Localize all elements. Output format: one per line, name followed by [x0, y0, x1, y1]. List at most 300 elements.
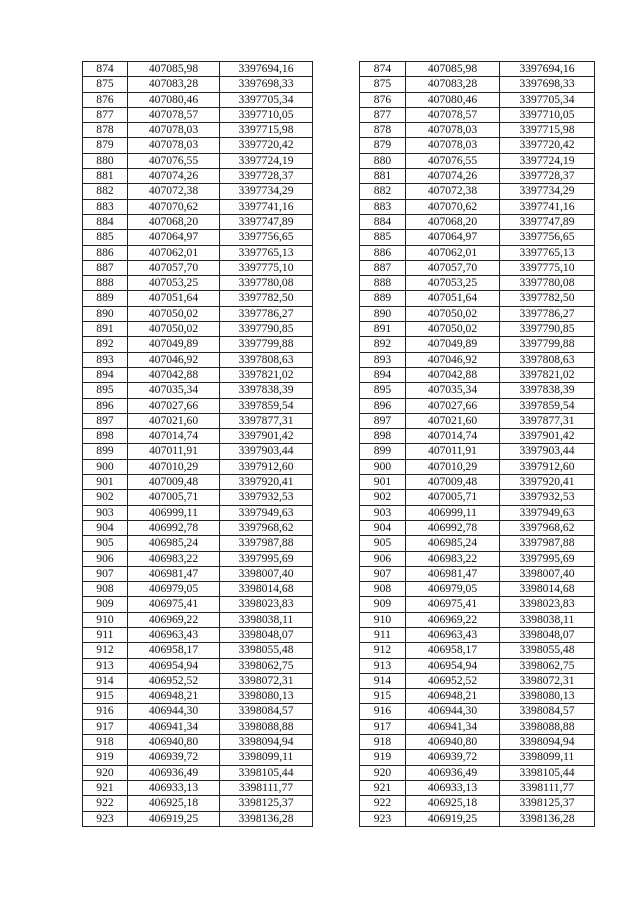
- y-coordinate-cell: 3397901,42: [220, 429, 313, 444]
- point-number-cell: 905: [83, 536, 128, 551]
- y-coordinate-cell: 3397877,31: [220, 413, 313, 428]
- x-coordinate-cell: 406940,80: [128, 735, 220, 750]
- point-number-cell: 888: [360, 276, 406, 291]
- table-row: [83, 199, 313, 214]
- x-coordinate-cell: 406963,43: [406, 627, 500, 642]
- point-number-cell: 883: [360, 199, 406, 214]
- point-number-cell: 886: [360, 245, 406, 260]
- point-number-cell: 892: [83, 337, 128, 352]
- point-number-cell: 890: [360, 306, 406, 321]
- y-coordinate-cell: 3398105,44: [500, 765, 595, 780]
- x-coordinate-cell: 407014,74: [406, 429, 500, 444]
- table-row: [83, 780, 313, 795]
- y-coordinate-cell: 3397747,89: [220, 214, 313, 229]
- y-coordinate-cell: 3397698,33: [220, 77, 313, 92]
- point-number-cell: 891: [83, 322, 128, 337]
- table-row: [83, 811, 313, 826]
- table-row: [360, 673, 595, 688]
- table-row: [360, 322, 595, 337]
- point-number-cell: 913: [83, 658, 128, 673]
- x-coordinate-cell: 407027,66: [128, 398, 220, 413]
- x-coordinate-cell: 407085,98: [406, 62, 500, 77]
- point-number-cell: 888: [83, 276, 128, 291]
- y-coordinate-cell: 3397838,39: [500, 383, 595, 398]
- point-number-cell: 906: [360, 551, 406, 566]
- x-coordinate-cell: 406975,41: [406, 597, 500, 612]
- x-coordinate-cell: 407050,02: [128, 306, 220, 321]
- y-coordinate-cell: 3398099,11: [220, 750, 313, 765]
- y-coordinate-cell: 3397903,44: [500, 444, 595, 459]
- x-coordinate-cell: 407064,97: [406, 230, 500, 245]
- x-coordinate-cell: 406948,21: [128, 689, 220, 704]
- point-number-cell: 915: [83, 689, 128, 704]
- point-number-cell: 914: [83, 673, 128, 688]
- table-row: [83, 551, 313, 566]
- x-coordinate-cell: 406992,78: [128, 520, 220, 535]
- point-number-cell: 889: [83, 291, 128, 306]
- table-row: [83, 291, 313, 306]
- x-coordinate-cell: 406944,30: [128, 704, 220, 719]
- table-row: [360, 658, 595, 673]
- x-coordinate-cell: 407078,03: [406, 123, 500, 138]
- table-row: [360, 184, 595, 199]
- x-coordinate-cell: 407009,48: [128, 475, 220, 490]
- point-number-cell: 876: [360, 92, 406, 107]
- x-coordinate-cell: 406969,22: [128, 612, 220, 627]
- y-coordinate-cell: 3397728,37: [500, 169, 595, 184]
- y-coordinate-cell: 3397741,16: [500, 199, 595, 214]
- table-row: [83, 643, 313, 658]
- table-row: [360, 107, 595, 122]
- x-coordinate-cell: 407057,70: [406, 260, 500, 275]
- point-number-cell: 921: [360, 780, 406, 795]
- x-coordinate-cell: 407051,64: [128, 291, 220, 306]
- x-coordinate-cell: 407083,28: [128, 77, 220, 92]
- point-number-cell: 910: [83, 612, 128, 627]
- table-row: [360, 123, 595, 138]
- point-number-cell: 874: [83, 62, 128, 77]
- y-coordinate-cell: 3397724,19: [500, 153, 595, 168]
- y-coordinate-cell: 3397694,16: [500, 62, 595, 77]
- table-row: [83, 107, 313, 122]
- x-coordinate-cell: 406983,22: [128, 551, 220, 566]
- table-row: [360, 153, 595, 168]
- x-coordinate-cell: 407074,26: [406, 169, 500, 184]
- table-row: [83, 306, 313, 321]
- point-number-cell: 899: [360, 444, 406, 459]
- x-coordinate-cell: 406919,25: [406, 811, 500, 826]
- point-number-cell: 899: [83, 444, 128, 459]
- table-row: [360, 92, 595, 107]
- x-coordinate-cell: 407068,20: [128, 214, 220, 229]
- table-row: [360, 260, 595, 275]
- y-coordinate-cell: 3397821,02: [500, 367, 595, 382]
- y-coordinate-cell: 3397765,13: [220, 245, 313, 260]
- table-row: [360, 627, 595, 642]
- table-row: [360, 459, 595, 474]
- table-row: [83, 123, 313, 138]
- point-number-cell: 880: [360, 153, 406, 168]
- table-row: [83, 367, 313, 382]
- point-number-cell: 921: [83, 780, 128, 795]
- table-row: [360, 413, 595, 428]
- table-row: [360, 750, 595, 765]
- y-coordinate-cell: 3397799,88: [500, 337, 595, 352]
- table-row: [83, 475, 313, 490]
- point-number-cell: 902: [83, 490, 128, 505]
- y-coordinate-cell: 3398014,68: [220, 582, 313, 597]
- x-coordinate-cell: 406944,30: [406, 704, 500, 719]
- point-number-cell: 898: [83, 429, 128, 444]
- right-table-body: [360, 62, 595, 827]
- y-coordinate-cell: 3398094,94: [500, 735, 595, 750]
- x-coordinate-cell: 407046,92: [128, 352, 220, 367]
- x-coordinate-cell: 407011,91: [128, 444, 220, 459]
- y-coordinate-cell: 3398014,68: [500, 582, 595, 597]
- y-coordinate-cell: 3397786,27: [220, 306, 313, 321]
- point-number-cell: 903: [83, 505, 128, 520]
- x-coordinate-cell: 407062,01: [128, 245, 220, 260]
- y-coordinate-cell: 3398007,40: [500, 566, 595, 581]
- y-coordinate-cell: 3397968,62: [220, 520, 313, 535]
- x-coordinate-cell: 407078,03: [406, 138, 500, 153]
- table-row: [83, 337, 313, 352]
- table-row: [360, 444, 595, 459]
- y-coordinate-cell: 3398038,11: [220, 612, 313, 627]
- y-coordinate-cell: 3398125,37: [500, 796, 595, 811]
- y-coordinate-cell: 3398048,07: [500, 627, 595, 642]
- x-coordinate-cell: 406954,94: [128, 658, 220, 673]
- point-number-cell: 890: [83, 306, 128, 321]
- table-row: [83, 658, 313, 673]
- point-number-cell: 881: [83, 169, 128, 184]
- y-coordinate-cell: 3397756,65: [220, 230, 313, 245]
- point-number-cell: 919: [83, 750, 128, 765]
- x-coordinate-cell: 406983,22: [406, 551, 500, 566]
- x-coordinate-cell: 407076,55: [128, 153, 220, 168]
- table-row: [360, 62, 595, 77]
- table-row: [360, 490, 595, 505]
- x-coordinate-cell: 407068,20: [406, 214, 500, 229]
- table-row: [360, 245, 595, 260]
- x-coordinate-cell: 407050,02: [406, 322, 500, 337]
- y-coordinate-cell: 3398080,13: [220, 689, 313, 704]
- x-coordinate-cell: 406933,13: [406, 780, 500, 795]
- y-coordinate-cell: 3397808,63: [220, 352, 313, 367]
- x-coordinate-cell: 407053,25: [406, 276, 500, 291]
- table-row: [360, 735, 595, 750]
- point-number-cell: 884: [83, 214, 128, 229]
- y-coordinate-cell: 3397786,27: [500, 306, 595, 321]
- y-coordinate-cell: 3397987,88: [500, 536, 595, 551]
- point-number-cell: 882: [360, 184, 406, 199]
- y-coordinate-cell: 3397995,69: [220, 551, 313, 566]
- table-row: [83, 429, 313, 444]
- x-coordinate-cell: 406969,22: [406, 612, 500, 627]
- x-coordinate-cell: 406979,05: [128, 582, 220, 597]
- y-coordinate-cell: 3397710,05: [220, 107, 313, 122]
- y-coordinate-cell: 3397734,29: [220, 184, 313, 199]
- y-coordinate-cell: 3397782,50: [220, 291, 313, 306]
- table-row: [360, 551, 595, 566]
- x-coordinate-cell: 406952,52: [406, 673, 500, 688]
- x-coordinate-cell: 406933,13: [128, 780, 220, 795]
- point-number-cell: 911: [83, 627, 128, 642]
- point-number-cell: 916: [83, 704, 128, 719]
- y-coordinate-cell: 3397799,88: [220, 337, 313, 352]
- y-coordinate-cell: 3398136,28: [220, 811, 313, 826]
- left-coordinate-table: [82, 61, 313, 827]
- table-row: [83, 490, 313, 505]
- table-row: [360, 77, 595, 92]
- x-coordinate-cell: 407035,34: [406, 383, 500, 398]
- point-number-cell: 912: [360, 643, 406, 658]
- table-row: [83, 612, 313, 627]
- x-coordinate-cell: 407049,89: [128, 337, 220, 352]
- y-coordinate-cell: 3398072,31: [500, 673, 595, 688]
- point-number-cell: 902: [360, 490, 406, 505]
- y-coordinate-cell: 3398023,83: [220, 597, 313, 612]
- point-number-cell: 882: [83, 184, 128, 199]
- table-row: [83, 92, 313, 107]
- x-coordinate-cell: 406958,17: [128, 643, 220, 658]
- y-coordinate-cell: 3398062,75: [220, 658, 313, 673]
- x-coordinate-cell: 407074,26: [128, 169, 220, 184]
- y-coordinate-cell: 3397724,19: [220, 153, 313, 168]
- x-coordinate-cell: 406948,21: [406, 689, 500, 704]
- x-coordinate-cell: 407005,71: [128, 490, 220, 505]
- table-row: [360, 689, 595, 704]
- point-number-cell: 896: [360, 398, 406, 413]
- y-coordinate-cell: 3397747,89: [500, 214, 595, 229]
- x-coordinate-cell: 407064,97: [128, 230, 220, 245]
- y-coordinate-cell: 3397720,42: [500, 138, 595, 153]
- point-number-cell: 893: [360, 352, 406, 367]
- x-coordinate-cell: 406985,24: [128, 536, 220, 551]
- y-coordinate-cell: 3397782,50: [500, 291, 595, 306]
- table-row: [360, 612, 595, 627]
- table-row: [360, 383, 595, 398]
- table-row: [83, 153, 313, 168]
- x-coordinate-cell: 407049,89: [406, 337, 500, 352]
- y-coordinate-cell: 3397949,63: [500, 505, 595, 520]
- table-row: [360, 367, 595, 382]
- point-number-cell: 911: [360, 627, 406, 642]
- y-coordinate-cell: 3397741,16: [220, 199, 313, 214]
- point-number-cell: 887: [83, 260, 128, 275]
- table-row: [83, 796, 313, 811]
- x-coordinate-cell: 407009,48: [406, 475, 500, 490]
- x-coordinate-cell: 407050,02: [128, 322, 220, 337]
- y-coordinate-cell: 3397838,39: [220, 383, 313, 398]
- y-coordinate-cell: 3397932,53: [500, 490, 595, 505]
- y-coordinate-cell: 3397877,31: [500, 413, 595, 428]
- y-coordinate-cell: 3398094,94: [220, 735, 313, 750]
- point-number-cell: 896: [83, 398, 128, 413]
- point-number-cell: 915: [360, 689, 406, 704]
- y-coordinate-cell: 3397765,13: [500, 245, 595, 260]
- point-number-cell: 892: [360, 337, 406, 352]
- point-number-cell: 885: [83, 230, 128, 245]
- point-number-cell: 919: [360, 750, 406, 765]
- point-number-cell: 914: [360, 673, 406, 688]
- point-number-cell: 880: [83, 153, 128, 168]
- point-number-cell: 923: [83, 811, 128, 826]
- y-coordinate-cell: 3397694,16: [220, 62, 313, 77]
- table-row: [360, 306, 595, 321]
- x-coordinate-cell: 407021,60: [406, 413, 500, 428]
- x-coordinate-cell: 407078,03: [128, 123, 220, 138]
- table-row: [360, 597, 595, 612]
- point-number-cell: 898: [360, 429, 406, 444]
- point-number-cell: 907: [83, 566, 128, 581]
- point-number-cell: 908: [83, 582, 128, 597]
- point-number-cell: 887: [360, 260, 406, 275]
- y-coordinate-cell: 3398007,40: [220, 566, 313, 581]
- x-coordinate-cell: 406919,25: [128, 811, 220, 826]
- y-coordinate-cell: 3397790,85: [500, 322, 595, 337]
- point-number-cell: 922: [83, 796, 128, 811]
- y-coordinate-cell: 3398072,31: [220, 673, 313, 688]
- table-row: [360, 780, 595, 795]
- table-row: [360, 765, 595, 780]
- point-number-cell: 904: [83, 520, 128, 535]
- point-number-cell: 894: [360, 367, 406, 382]
- point-number-cell: 876: [83, 92, 128, 107]
- y-coordinate-cell: 3398099,11: [500, 750, 595, 765]
- x-coordinate-cell: 406936,49: [406, 765, 500, 780]
- x-coordinate-cell: 407078,03: [128, 138, 220, 153]
- point-number-cell: 918: [360, 735, 406, 750]
- table-row: [360, 719, 595, 734]
- table-row: [83, 750, 313, 765]
- y-coordinate-cell: 3398111,77: [220, 780, 313, 795]
- y-coordinate-cell: 3398088,88: [220, 719, 313, 734]
- x-coordinate-cell: 407085,98: [128, 62, 220, 77]
- x-coordinate-cell: 407078,57: [128, 107, 220, 122]
- y-coordinate-cell: 3398023,83: [500, 597, 595, 612]
- table-row: [83, 536, 313, 551]
- table-row: [360, 276, 595, 291]
- point-number-cell: 877: [360, 107, 406, 122]
- x-coordinate-cell: 406975,41: [128, 597, 220, 612]
- table-row: [83, 673, 313, 688]
- point-number-cell: 891: [360, 322, 406, 337]
- point-number-cell: 903: [360, 505, 406, 520]
- point-number-cell: 894: [83, 367, 128, 382]
- y-coordinate-cell: 3397903,44: [220, 444, 313, 459]
- x-coordinate-cell: 406963,43: [128, 627, 220, 642]
- table-row: [83, 444, 313, 459]
- table-row: [83, 765, 313, 780]
- point-number-cell: 879: [83, 138, 128, 153]
- y-coordinate-cell: 3397715,98: [220, 123, 313, 138]
- point-number-cell: 909: [83, 597, 128, 612]
- table-row: [83, 276, 313, 291]
- table-row: [83, 566, 313, 581]
- y-coordinate-cell: 3397728,37: [220, 169, 313, 184]
- table-row: [83, 582, 313, 597]
- table-row: [360, 352, 595, 367]
- x-coordinate-cell: 407070,62: [406, 199, 500, 214]
- point-number-cell: 895: [360, 383, 406, 398]
- table-row: [360, 214, 595, 229]
- y-coordinate-cell: 3398048,07: [220, 627, 313, 642]
- table-row: [83, 597, 313, 612]
- x-coordinate-cell: 406952,52: [128, 673, 220, 688]
- point-number-cell: 883: [83, 199, 128, 214]
- table-row: [360, 520, 595, 535]
- point-number-cell: 877: [83, 107, 128, 122]
- x-coordinate-cell: 407080,46: [128, 92, 220, 107]
- point-number-cell: 920: [83, 765, 128, 780]
- table-row: [83, 413, 313, 428]
- table-row: [83, 77, 313, 92]
- table-row: [360, 582, 595, 597]
- x-coordinate-cell: 407021,60: [128, 413, 220, 428]
- x-coordinate-cell: 406925,18: [128, 796, 220, 811]
- left-table-body: [83, 62, 313, 827]
- x-coordinate-cell: 406939,72: [406, 750, 500, 765]
- table-row: [83, 735, 313, 750]
- table-row: [83, 138, 313, 153]
- point-number-cell: 910: [360, 612, 406, 627]
- x-coordinate-cell: 406992,78: [406, 520, 500, 535]
- point-number-cell: 923: [360, 811, 406, 826]
- x-coordinate-cell: 406985,24: [406, 536, 500, 551]
- x-coordinate-cell: 407014,74: [128, 429, 220, 444]
- y-coordinate-cell: 3397705,34: [220, 92, 313, 107]
- y-coordinate-cell: 3398088,88: [500, 719, 595, 734]
- point-number-cell: 900: [360, 459, 406, 474]
- y-coordinate-cell: 3397859,54: [500, 398, 595, 413]
- point-number-cell: 916: [360, 704, 406, 719]
- point-number-cell: 912: [83, 643, 128, 658]
- x-coordinate-cell: 406941,34: [406, 719, 500, 734]
- y-coordinate-cell: 3397698,33: [500, 77, 595, 92]
- table-row: [83, 214, 313, 229]
- x-coordinate-cell: 407010,29: [128, 459, 220, 474]
- y-coordinate-cell: 3397790,85: [220, 322, 313, 337]
- table-row: [360, 337, 595, 352]
- point-number-cell: 907: [360, 566, 406, 581]
- y-coordinate-cell: 3397859,54: [220, 398, 313, 413]
- x-coordinate-cell: 406954,94: [406, 658, 500, 673]
- y-coordinate-cell: 3398038,11: [500, 612, 595, 627]
- y-coordinate-cell: 3397705,34: [500, 92, 595, 107]
- y-coordinate-cell: 3398055,48: [500, 643, 595, 658]
- table-row: [360, 796, 595, 811]
- table-row: [83, 627, 313, 642]
- x-coordinate-cell: 407083,28: [406, 77, 500, 92]
- y-coordinate-cell: 3398105,44: [220, 765, 313, 780]
- table-row: [83, 322, 313, 337]
- table-row: [360, 536, 595, 551]
- point-number-cell: 886: [83, 245, 128, 260]
- right-coordinate-table: [359, 61, 595, 827]
- table-row: [83, 352, 313, 367]
- x-coordinate-cell: 407010,29: [406, 459, 500, 474]
- y-coordinate-cell: 3398125,37: [220, 796, 313, 811]
- table-row: [83, 689, 313, 704]
- point-number-cell: 881: [360, 169, 406, 184]
- point-number-cell: 895: [83, 383, 128, 398]
- y-coordinate-cell: 3398136,28: [500, 811, 595, 826]
- x-coordinate-cell: 406941,34: [128, 719, 220, 734]
- x-coordinate-cell: 407053,25: [128, 276, 220, 291]
- table-row: [360, 398, 595, 413]
- x-coordinate-cell: 406958,17: [406, 643, 500, 658]
